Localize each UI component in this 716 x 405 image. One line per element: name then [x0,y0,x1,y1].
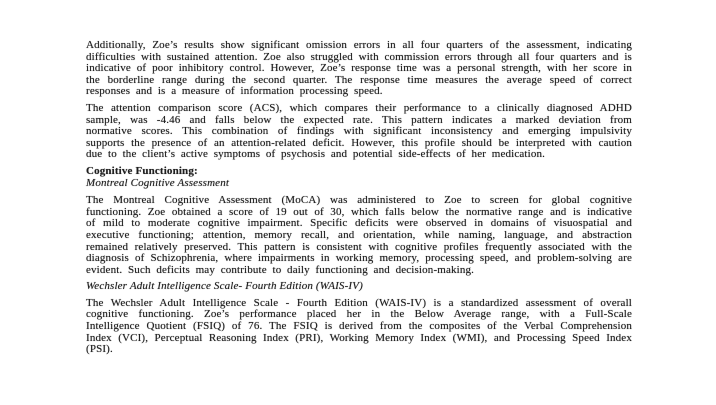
section-heading-cognitive-functioning: Cognitive Functioning: [86,164,198,177]
paragraph-attention-comparison-score: The attention comparison score (ACS), which compares their performance to a clinically diagnosed ADHD sample, was -4.46 and falls below the expected rate. This pattern indicates a marked deviation from normative scores. This combination of findings with significant inconsistency and emerging impulsivity supports the presence of an attention-related deficit. However, this profile should be interpreted with caution due to the client’s active symptoms of psychosis and potential side-effects of her medication. [86,101,632,161]
paragraph-moca-results: The Montreal Cognitive Assessment (MoCA) was administered to Zoe to screen for global cognitive functioning. Zoe obtained a score of 19 out of 30, which falls below the normative range and is indicative of mild to moderate cognitive impairment. Specific deficits were observed in domains of visuospatial and executive functioning; attention, memory recall, and orientation, while naming, language, and abstraction remained relatively preserved. This pattern is consistent with cognitive profiles frequently associated with the diagnosis of Schizophrenia, where impairments in working memory, processing speed, and problem-solving are evident. Such deficits may contribute to daily functioning and decision-making. [86,194,632,276]
paragraph-attention-omission-errors: Additionally, Zoe’s results show significant omission errors in all four quarters of the assessment, indicating difficulties with sustained attention. Zoe also struggled with commission errors through all four quarters and is indicative of poor inhibitory control. However, Zoe’s response time was a personal strength, with her score in the borderline range during the second quarter. The response time measures the average speed of correct responses and is a measure of information processing speed. [86,39,632,98]
paragraph-wais-iv-results: The Wechsler Adult Intelligence Scale - Fourth Edition (WAIS-IV) is a standardized assessment of overall cognitive functioning. Zoe’s performance placed her in the Below Average range, with a Full-Scale Intelligence Quotient (FSIQ) of 76. The FSIQ is derived from the composites of the Verbal Comprehension Index (VCI), Perceptual Reasoning Index (PRI), Working Memory Index (WMI), and Processing Speed Index (PSI). [86,296,632,356]
subheading-wais-iv: Wechsler Adult Intelligence Scale- Fourth Edition (WAIS-IV) [86,280,363,293]
subheading-montreal-cognitive-assessment: Montreal Cognitive Assessment [86,176,230,189]
